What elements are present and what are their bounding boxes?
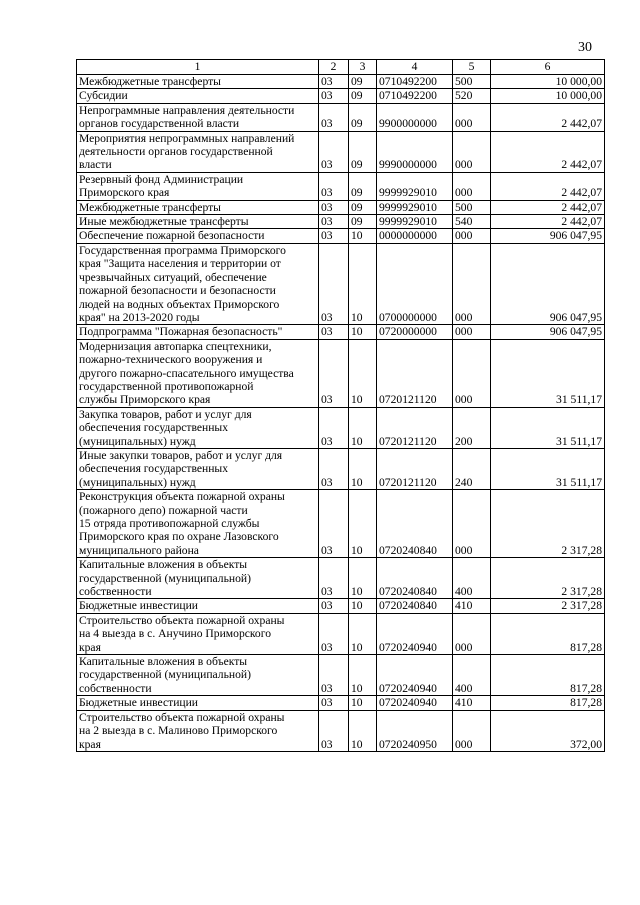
amount-cell: 2 317,28 — [491, 558, 605, 599]
subsection-code-cell: 10 — [349, 325, 377, 339]
subsection-code-cell: 10 — [349, 655, 377, 696]
table-row — [77, 172, 605, 200]
subsection-code-cell: 09 — [349, 89, 377, 103]
row-name-cell: Мероприятия непрограммных направлений деятельности органов государственной власти — [77, 131, 319, 172]
amount-cell: 10 000,00 — [491, 89, 605, 103]
column-header: 4 — [377, 60, 453, 75]
table-row — [77, 655, 605, 696]
amount-cell: 31 511,17 — [491, 407, 605, 448]
amount-cell: 906 047,95 — [491, 229, 605, 243]
page-number: 30 — [578, 40, 592, 55]
subsection-code-cell: 09 — [349, 200, 377, 214]
amount-cell: 31 511,17 — [491, 448, 605, 489]
target-article-cell: 0720240840 — [377, 599, 453, 613]
subsection-code-cell: 10 — [349, 696, 377, 710]
target-article-cell: 0720240940 — [377, 613, 453, 654]
target-article-cell: 9990000000 — [377, 131, 453, 172]
amount-cell: 2 442,07 — [491, 131, 605, 172]
target-article-cell: 0720240940 — [377, 655, 453, 696]
section-code-cell: 03 — [319, 558, 349, 599]
target-article-cell: 0700000000 — [377, 243, 453, 324]
section-code-cell: 03 — [319, 599, 349, 613]
amount-cell: 2 442,07 — [491, 200, 605, 214]
table-row — [77, 229, 605, 243]
column-header: 3 — [349, 60, 377, 75]
subsection-code-cell: 10 — [349, 558, 377, 599]
target-article-cell: 9900000000 — [377, 103, 453, 131]
row-name-cell: Закупка товаров, работ и услуг для обеспечения государственных (муниципальных) нужд — [77, 407, 319, 448]
subsection-code-cell: 10 — [349, 339, 377, 407]
amount-cell: 31 511,17 — [491, 339, 605, 407]
amount-cell: 2 442,07 — [491, 172, 605, 200]
row-name-cell: Бюджетные инвестиции — [77, 599, 319, 613]
table-row — [77, 75, 605, 89]
section-code-cell: 03 — [319, 490, 349, 558]
expense-type-cell: 000 — [453, 710, 491, 751]
expense-type-cell: 000 — [453, 131, 491, 172]
table-row — [77, 103, 605, 131]
section-code-cell: 03 — [319, 696, 349, 710]
expense-type-cell: 400 — [453, 655, 491, 696]
subsection-code-cell: 10 — [349, 490, 377, 558]
column-header: 5 — [453, 60, 491, 75]
subsection-code-cell: 10 — [349, 710, 377, 751]
section-code-cell: 03 — [319, 131, 349, 172]
table-row — [77, 243, 605, 324]
row-name-cell: Капитальные вложения в объекты государственной (муниципальной) собственности — [77, 558, 319, 599]
expense-type-cell: 000 — [453, 172, 491, 200]
subsection-code-cell: 10 — [349, 407, 377, 448]
section-code-cell: 03 — [319, 215, 349, 229]
section-code-cell: 03 — [319, 710, 349, 751]
section-code-cell: 03 — [319, 172, 349, 200]
subsection-code-cell: 10 — [349, 599, 377, 613]
subsection-code-cell: 10 — [349, 229, 377, 243]
target-article-cell: 0720121120 — [377, 407, 453, 448]
expense-type-cell: 400 — [453, 558, 491, 599]
subsection-code-cell: 09 — [349, 75, 377, 89]
table-row — [77, 448, 605, 489]
target-article-cell: 0000000000 — [377, 229, 453, 243]
row-name-cell: Государственная программа Приморского края "Защита населения и территории от чрезвычайных ситуаций, обеспечение пожарной безопасности и безопасности людей на водных объектах Приморского края" на 2013-2020 годы — [77, 243, 319, 324]
row-name-cell: Капитальные вложения в объекты государственной (муниципальной) собственности — [77, 655, 319, 696]
expense-type-cell: 240 — [453, 448, 491, 489]
expense-type-cell: 520 — [453, 89, 491, 103]
target-article-cell: 0720240840 — [377, 558, 453, 599]
section-code-cell: 03 — [319, 89, 349, 103]
table-header-row — [77, 60, 605, 75]
expense-type-cell: 540 — [453, 215, 491, 229]
target-article-cell: 0720000000 — [377, 325, 453, 339]
row-name-cell: Строительство объекта пожарной охраны на 4 выезда в с. Анучино Приморского края — [77, 613, 319, 654]
amount-cell: 2 317,28 — [491, 490, 605, 558]
expense-type-cell: 200 — [453, 407, 491, 448]
section-code-cell: 03 — [319, 75, 349, 89]
table-row — [77, 215, 605, 229]
section-code-cell: 03 — [319, 229, 349, 243]
amount-cell: 2 317,28 — [491, 599, 605, 613]
section-code-cell: 03 — [319, 200, 349, 214]
target-article-cell: 0720240950 — [377, 710, 453, 751]
section-code-cell: 03 — [319, 655, 349, 696]
target-article-cell: 0720240940 — [377, 696, 453, 710]
target-article-cell: 0710492200 — [377, 75, 453, 89]
budget-table — [76, 59, 605, 752]
section-code-cell: 03 — [319, 613, 349, 654]
table-row — [77, 325, 605, 339]
section-code-cell: 03 — [319, 448, 349, 489]
amount-cell: 817,28 — [491, 696, 605, 710]
expense-type-cell: 000 — [453, 103, 491, 131]
table-row — [77, 490, 605, 558]
subsection-code-cell: 09 — [349, 131, 377, 172]
table-row — [77, 407, 605, 448]
subsection-code-cell: 10 — [349, 613, 377, 654]
table-row — [77, 339, 605, 407]
expense-type-cell: 410 — [453, 599, 491, 613]
target-article-cell: 9999929010 — [377, 200, 453, 214]
section-code-cell: 03 — [319, 407, 349, 448]
row-name-cell: Подпрограмма "Пожарная безопасность" — [77, 325, 319, 339]
table-row — [77, 710, 605, 751]
expense-type-cell: 500 — [453, 75, 491, 89]
expense-type-cell: 000 — [453, 229, 491, 243]
amount-cell: 906 047,95 — [491, 325, 605, 339]
table-row — [77, 558, 605, 599]
table-row — [77, 200, 605, 214]
subsection-code-cell: 09 — [349, 172, 377, 200]
subsection-code-cell: 10 — [349, 448, 377, 489]
row-name-cell: Иные межбюджетные трансферты — [77, 215, 319, 229]
expense-type-cell: 410 — [453, 696, 491, 710]
subsection-code-cell: 09 — [349, 215, 377, 229]
row-name-cell: Иные закупки товаров, работ и услуг для обеспечения государственных (муниципальных) нужд — [77, 448, 319, 489]
expense-type-cell: 000 — [453, 490, 491, 558]
expense-type-cell: 000 — [453, 325, 491, 339]
section-code-cell: 03 — [319, 103, 349, 131]
target-article-cell: 0720240840 — [377, 490, 453, 558]
amount-cell: 372,00 — [491, 710, 605, 751]
row-name-cell: Строительство объекта пожарной охраны на 2 выезда в с. Малиново Приморского края — [77, 710, 319, 751]
table-row — [77, 89, 605, 103]
column-header: 6 — [491, 60, 605, 75]
expense-type-cell: 000 — [453, 339, 491, 407]
target-article-cell: 0720121120 — [377, 339, 453, 407]
subsection-code-cell: 09 — [349, 103, 377, 131]
amount-cell: 2 442,07 — [491, 215, 605, 229]
expense-type-cell: 000 — [453, 613, 491, 654]
row-name-cell: Обеспечение пожарной безопасности — [77, 229, 319, 243]
row-name-cell: Субсидии — [77, 89, 319, 103]
amount-cell: 2 442,07 — [491, 103, 605, 131]
table-row — [77, 599, 605, 613]
section-code-cell: 03 — [319, 325, 349, 339]
section-code-cell: 03 — [319, 339, 349, 407]
subsection-code-cell: 10 — [349, 243, 377, 324]
target-article-cell: 0720121120 — [377, 448, 453, 489]
expense-type-cell: 000 — [453, 243, 491, 324]
amount-cell: 817,28 — [491, 655, 605, 696]
table-row — [77, 696, 605, 710]
target-article-cell: 9999929010 — [377, 172, 453, 200]
amount-cell: 906 047,95 — [491, 243, 605, 324]
row-name-cell: Резервный фонд Администрации Приморского края — [77, 172, 319, 200]
target-article-cell: 9999929010 — [377, 215, 453, 229]
target-article-cell: 0710492200 — [377, 89, 453, 103]
row-name-cell: Реконструкция объекта пожарной охраны (пожарного депо) пожарной части 15 отряда противопожарной службы Приморского края по охране Лазовского муниципального района — [77, 490, 319, 558]
row-name-cell: Бюджетные инвестиции — [77, 696, 319, 710]
section-code-cell: 03 — [319, 243, 349, 324]
amount-cell: 10 000,00 — [491, 75, 605, 89]
amount-cell: 817,28 — [491, 613, 605, 654]
table-row — [77, 131, 605, 172]
column-header: 2 — [319, 60, 349, 75]
expense-type-cell: 500 — [453, 200, 491, 214]
row-name-cell: Непрограммные направления деятельности органов государственной власти — [77, 103, 319, 131]
row-name-cell: Межбюджетные трансферты — [77, 200, 319, 214]
row-name-cell: Модернизация автопарка спецтехники, пожарно-технического вооружения и другого пожарно-спасательного имущества государственной противопожарной службы Приморского края — [77, 339, 319, 407]
column-header: 1 — [77, 60, 319, 75]
row-name-cell: Межбюджетные трансферты — [77, 75, 319, 89]
table-row — [77, 613, 605, 654]
